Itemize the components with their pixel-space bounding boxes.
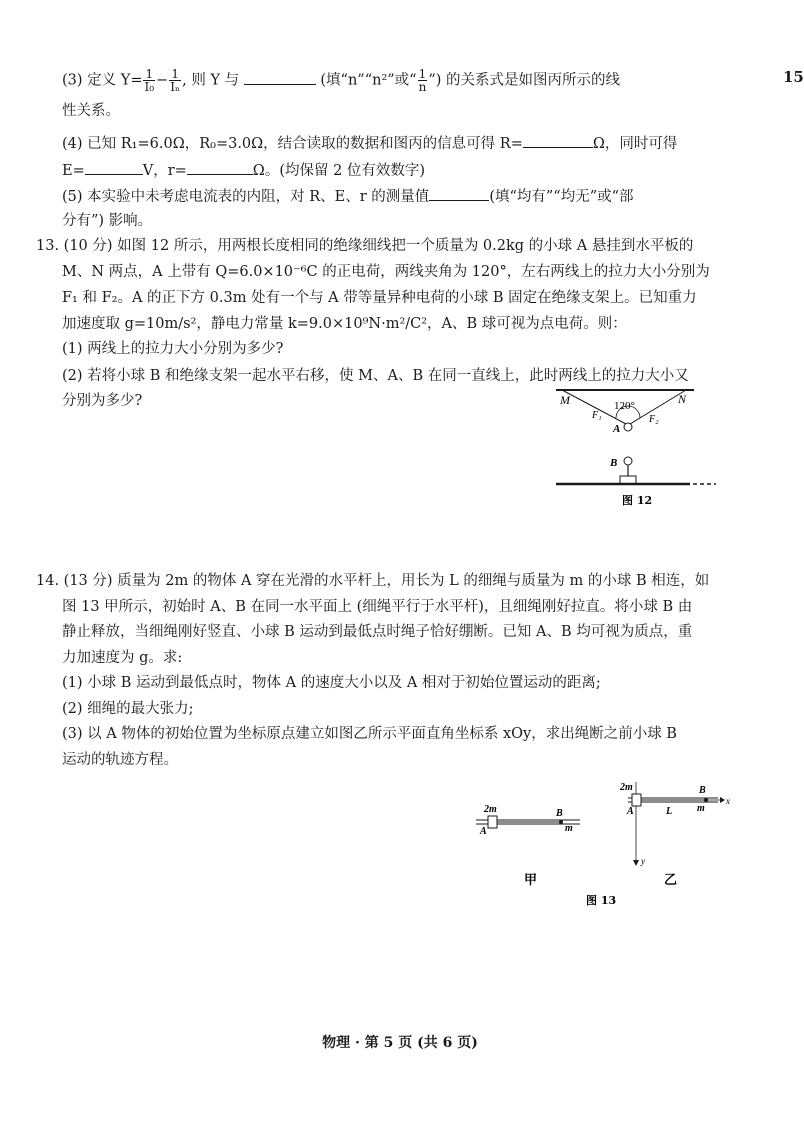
ball-b xyxy=(624,457,632,465)
label-angle: 120° xyxy=(614,400,635,412)
q13-sub1: (1) 两线上的拉力大小分别为多少? xyxy=(62,341,284,357)
q14-sub3-line2: 运动的轨迹方程。 xyxy=(62,752,178,768)
q13-stem-line1: 13. (10 分) 如图 12 所示，用两根长度相同的绝缘细线把一个质量为 0.2kg 的小球 A 悬挂到水平板的 xyxy=(36,238,694,254)
q12-part5-line2: 分有”) 影响。 xyxy=(62,213,153,229)
label-m-jia: m xyxy=(565,823,573,834)
page-footer: 物理 · 第 5 页 (共 6 页) xyxy=(322,1035,478,1051)
y-axis-arrow-icon xyxy=(633,860,639,866)
q13-sub2-line1: (2) 若将小球 B 和绝缘支架一起水平右移，使 M、A、B 在同一直线上，此时两线上的拉力大小又 xyxy=(62,368,689,384)
q14-stem-line2: 图 13 甲所示，初始时 A、B 在同一水平面上 (细绳平行于水平杆)，且细绳刚好拉直。将小球 B 由 xyxy=(62,599,693,615)
ball-b-jia xyxy=(559,820,563,824)
label-n: N xyxy=(678,392,687,406)
q13-stem-line2: M、N 两点，A 上带有 Q=6.0×10⁻⁶C 的正电荷，两线夹角为 120°，左右两线上的拉力大小分别为 xyxy=(62,264,710,280)
answer-blank[interactable] xyxy=(85,160,143,175)
q14-sub2: (2) 细绳的最大张力; xyxy=(62,701,194,717)
page-side-number: 15 xyxy=(783,68,804,86)
answer-blank[interactable] xyxy=(187,160,253,175)
q14-stem-line4: 力加速度为 g。求: xyxy=(62,650,183,666)
fraction-1-over-i0: $\frac{1}{\text{I₀}}$ xyxy=(144,67,155,94)
caption-jia: 甲 xyxy=(524,873,538,888)
fraction-1-over-in: $\frac{1}{\text{Iₙ}}$ xyxy=(170,67,181,94)
q13-stem-line4: 加速度取 g=10m/s²，静电力常量 k=9.0×10⁹N·m²/C²，A、B 球可视为点电荷。则： xyxy=(62,316,627,332)
block-a-yi xyxy=(632,794,641,806)
figure-12 xyxy=(548,382,728,512)
label-y-yi: y xyxy=(641,856,645,866)
answer-blank[interactable] xyxy=(429,186,489,201)
x-axis-arrow-icon xyxy=(720,797,725,803)
answer-blank[interactable] xyxy=(523,133,593,148)
label-b: B xyxy=(610,457,618,469)
fraction-1-over-n: $\frac{1}{n}$ xyxy=(418,67,427,94)
q14-stem-line1: 14. (13 分) 质量为 2m 的物体 A 穿在光滑的水平杆上，用长为 L 的细绳与质量为 m 的小球 B 相连，如 xyxy=(36,573,710,589)
answer-blank[interactable] xyxy=(244,70,316,85)
ball-a xyxy=(624,423,632,431)
label-b-yi: B xyxy=(699,785,706,796)
q14-stem-line3: 静止释放，当细绳刚好竖直、小球 B 运动到最低点时绳子恰好绷断。已知 A、B 均可视为质点，重 xyxy=(62,624,693,640)
q12-part4-line2: E= V，r= Ω。(均保留 2 位有效数字) xyxy=(62,160,425,181)
block-a-jia xyxy=(488,816,497,828)
q13-sub2-line2: 分别为多少? xyxy=(62,393,143,409)
figure-13 xyxy=(470,774,740,914)
q12-part3-line1: (3) 定义 Y= $\frac{1}{\text{I₀}}$ − $\frac{1}{\text{Iₙ}}$ , 则 Y 与 (填“n”“n²”或“ $\frac{1}{n}$ ”) 的关系式是如图丙所示的线 xyxy=(62,67,621,94)
q12-part5-line1: (5) 本实验中未考虑电流表的内阻，对 R、E、r 的测量值 (填“均有”“均无”或“部 xyxy=(62,186,634,207)
q12-part4-line1: (4) 已知 R₁=6.0Ω，R₀=3.0Ω，结合读取的数据和图丙的信息可得 R= Ω，同时可得 xyxy=(62,133,677,154)
label-l-yi: L xyxy=(666,806,673,817)
label-x-yi: x xyxy=(726,796,730,806)
label-2m-jia: 2m xyxy=(484,804,497,815)
figure-12-caption: 图 12 xyxy=(622,494,653,507)
label-a-yi: A xyxy=(627,806,634,817)
label-f1: F₁ xyxy=(592,410,602,421)
label-a: A xyxy=(613,423,621,435)
q12-part3-line2: 性关系。 xyxy=(62,103,120,119)
label-m-yi: m xyxy=(697,803,705,814)
label-b-jia: B xyxy=(556,808,563,819)
q14-sub3-line1: (3) 以 A 物体的初始位置为坐标原点建立如图乙所示平面直角坐标系 xOy，求出绳断之前小球 B xyxy=(62,726,677,742)
q13-stem-line3: F₁ 和 F₂。A 的正下方 0.3m 处有一个与 A 带等量异种电荷的小球 B 固定在绝缘支架上。已知重力 xyxy=(62,290,697,306)
label-2m-yi: 2m xyxy=(620,782,633,793)
q12-part3-prefix: (3) 定义 Y= xyxy=(62,72,143,89)
q14-sub1: (1) 小球 B 运动到最低点时，物体 A 的速度大小以及 A 相对于初始位置运动的距离; xyxy=(62,675,601,691)
figure-13-caption: 图 13 xyxy=(586,894,617,907)
caption-yi: 乙 xyxy=(664,873,678,888)
label-f2: F₂ xyxy=(649,414,659,425)
label-m: M xyxy=(560,393,570,407)
label-a-jia: A xyxy=(480,826,487,837)
ball-b-yi xyxy=(704,798,708,802)
